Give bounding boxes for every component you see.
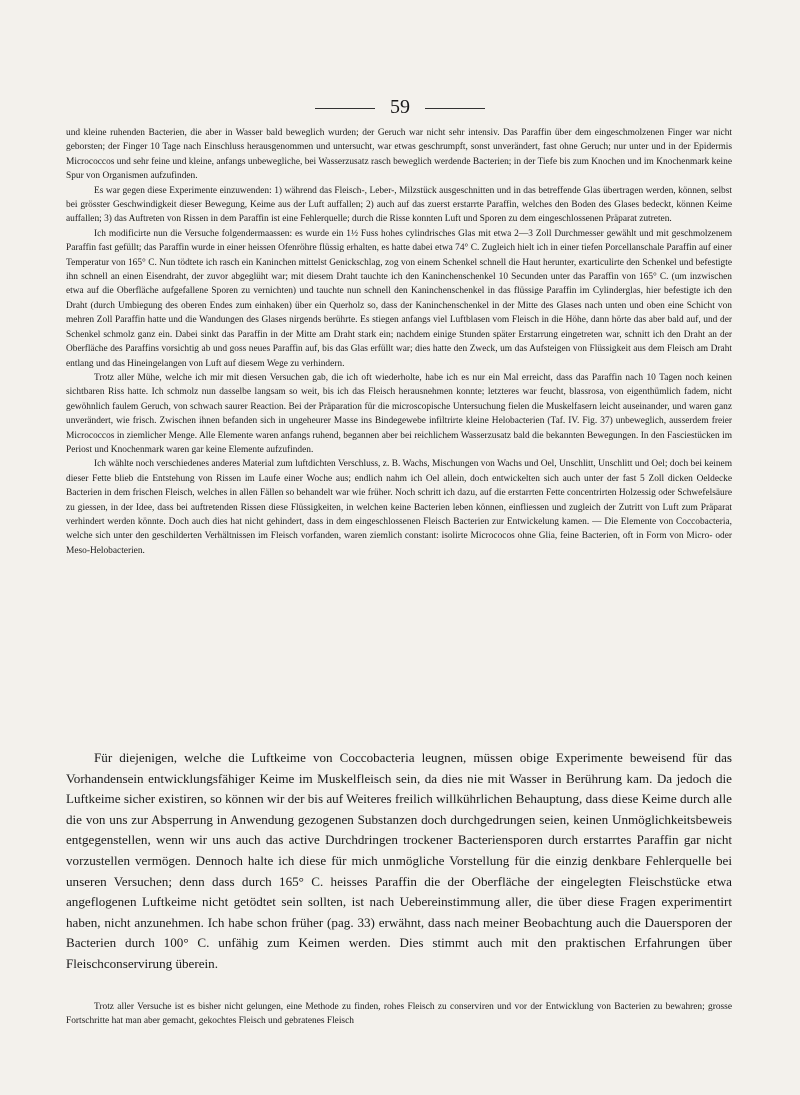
paragraph: Für diejenigen, welche die Luftkeime von Coccobacteria leugnen, müssen obige Experimente beweisend für das Vorhandensein entwicklungsfähiger Keime im Muskelfleisch sein, da dies nie mit Wasser in Berührung kam. Da jedoch die Luftkeime sicher existiren, so können wir der bis auf Weiteres freilich willkührlichen Behauptung, dass diese Keime durch alle die von uns zur Absperrung in Anwendung gezogenen Substanzen doch durchgedrungen seien, keinen Unmöglichkeitsbeweis entgegenstellen, wenn wir uns auch das active Durchdringen trockener Bacteriensporen durch erstarrtes Paraffin gar nicht vorzustellen vermögen. Dennoch halte ich diese für mich unmögliche Vorstellung für die einzig denkbare Fehlerquelle bei unseren Versuchen; denn dass durch 165° C. heisses Paraffin die der Oberfläche der eingelegten Fleischstücke etwa angeflogenen Luftkeime nicht getödtet sein sollten, ist nach Uebereinstimmung aller, die über diese Fragen experimentirt haben, nicht anzunehmen. Ich habe schon früher (pag. 33) erwähnt, dass nach meiner Beobachtung auch die Dauersporen der Bacterien durch 100° C. unfähig zum Keimen werden. Dies stimmt auch mit den praktischen Erfahrungen über Fleischconservirung überein. bbox=[66, 750, 732, 971]
paragraph: Ich wählte noch verschiedenes anderes Material zum luftdichten Verschluss, z. B. Wachs, Mischungen von Wachs und Oel, Unschlitt, Unschlitt und Oel; doch bei keinem dieser Fette blieb die Entstehung von Rissen im Laufe einer Woche aus; endlich nahm ich Oel allein, doch entwickelten sich auch unter der fast 5 Zoll dicken Oeldecke Bacterien in dem frischen Fleisch, welches in allen Fällen so behandelt war wie früher. Noch schritt ich dazu, auf die erstarrten Fette concentrirten Holzessig oder Schwefelsäure zu giessen, in der Idee, dass bei auftretenden Rissen diese Flüssigkeiten, in welchen keine Bacterien leben können, einfliessen und zugleich der Zutritt von Luft zum Präparat verhindert werden könnte. Doch auch dies hat nicht gehindert, dass in dem eingeschlossenen Fleisch Bacterien zur Entwickelung kamen. — Die Elemente von Coccobacteria, welche sich unter den geschilderten Verhältnissen im Fleisch vorfanden, waren ziemlich constant: isolirte Micrococos ohne Glia, feine Bacterien, oft in Form von Micro- oder Meso-Helobacterien. bbox=[66, 459, 732, 556]
header-rule-right bbox=[425, 108, 485, 109]
paragraph: Trotz aller Mühe, welche ich mir mit diesen Versuchen gab, die ich oft wiederholte, habe ich es nur ein Mal erreicht, dass das Paraffin nach 10 Tagen noch keinen sichtbaren Riss hatte. Ich schmolz nun dasselbe langsam so weit, bis ich das Fleisch herausnehmen konnte; letzteres war feucht, blassrosa, von eigenthümlich fadem, nicht gewöhnlich faulem Geruch, von schwach saurer Reaction. Bei der Präparation für die microscopische Untersuchung fielen die Muskelfasern leicht auseinander, und waren ganz unverändert, wie frisch. Zwischen ihnen befanden sich in ungeheurer Masse ins Bindegewebe infiltrirte kleine Helobacterien (Taf. IV. Fig. 37) unbeweglich, ausserdem freier Micrococcos in ziemlicher Menge. Alle Elemente waren anfangs ruhend, begannen aber bei reichlichem Wasserzusatz bald die bekannten Bewegungen. In den Fasciestücken im Periost und Knochenmark waren gar keine Elemente aufzufinden. bbox=[66, 372, 732, 455]
paragraph: Ich modificirte nun die Versuche folgendermaassen: es wurde ein 1½ Fuss hohes cylindrisches Glas mit etwa 2—3 Zoll Durchmesser gewählt und mit geschmolzenem Paraffin fast gefüllt; das Paraffin wurde in einer heissen Ofenröhre flüssig erhalten, es hatte dabei etwa 74° C. Zugleich hielt ich in einer tiefen Porcellanschale Paraffin auf einer Temperatur von 165° C. Nun tödtete ich rasch ein Kaninchen mittelst Genickschlag, zog von einem Schenkel schnell die Haut herunter, exarticulirte den Schenkel und befestigte ihn schnell an einen Eisendraht, der zuvor abgeglüht war; mit diesem Draht tauchte ich den Kaninchenschenkel 10 Secunden unter das Paraffin von 165° C. (um inzwischen etwa auf die Oberfläche aufgefallene Sporen zu vernichten) und tauchte nun schnell den Kaninchenschenkel in das flüssige Paraffin im Cylinderglas, hier befestigte ich den Draht (durch Umbiegung des oberen Endes zum einhaken) über ein Querholz so, dass der Kaninchenschenkel in der Mitte des Glases nach unten und oben eine Schicht von mehren Zoll Paraffin hatte und die Wandungen des Glases nirgends berührte. Es stiegen anfangs viel Luftblasen vom Fleisch in die Höhe, dann hörte das aber bald auf, und der Schenkel schmolz ganz ein. Dabei sinkt das Paraffin in der Mitte am Draht stark ein; nachdem einige Stunden später Erstarrung eingetreten war, schnitt ich den Draht an der Oberfläche des Paraffins vorsichtig ab und goss neues Paraffin auf, bis das Glas erfüllt war; dies hatte den Zweck, um das Aufsteigen von Flüssigkeit aus dem Fleisch am Draht entlang und das Hineingelangen von Luft auf diesem Wege zu verhindern. bbox=[66, 228, 732, 369]
small-print-section bbox=[66, 126, 732, 558]
closing-section bbox=[66, 1000, 732, 1029]
page-number: 59 bbox=[390, 96, 410, 118]
paragraph: und kleine ruhenden Bacterien, die aber in Wasser bald beweglich wurden; der Geruch war nicht sehr intensiv. Das Paraffin über dem eingeschmolzenen Finger war nicht geborsten; der Finger 10 Tage nach Einschluss herausgenommen und untersucht, war etwas geschrumpft, sonst unverändert, fast ohne Geruch; nur unter und in der Epidermis Micrococcos und sehr feine und kleine, anfangs unbewegliche, bei Wasserzusatz rasch beweglich werdende Bacterien; in der Tiefe bis zum Knochen und im Knochenmark keine Spur von Organismen aufzufinden. bbox=[66, 128, 732, 182]
paragraph: Trotz aller Versuche ist es bisher nicht gelungen, eine Methode zu finden, rohes Fleisch zu conserviren und vor der Entwicklung von Bacterien zu bewahren; grosse Fortschritte hat man aber gemacht, gekochtes Fleisch und gebratenes Fleisch bbox=[66, 1002, 732, 1027]
page-header bbox=[0, 96, 800, 119]
header-rule-left bbox=[315, 108, 375, 109]
paragraph: Es war gegen diese Experimente einzuwenden: 1) während das Fleisch-, Leber-, Milzstück ausgeschnitten und in das betreffende Glas übertragen werden, können, selbst bei grösster Geschwindigkeit dieser Bewegung, Keime aus der Luft auffallen; 2) auch auf das zuerst erstarrte Paraffin, welches den Boden des Glases bedeckt, können Keime auffallen; 3) das Auftreten von Rissen in dem Paraffin ist eine Fehlerquelle; durch die Risse konnten Luft und Sporen zu dem eingeschlossenen Präparat zutreten. bbox=[66, 185, 732, 225]
main-text-section bbox=[66, 748, 732, 975]
